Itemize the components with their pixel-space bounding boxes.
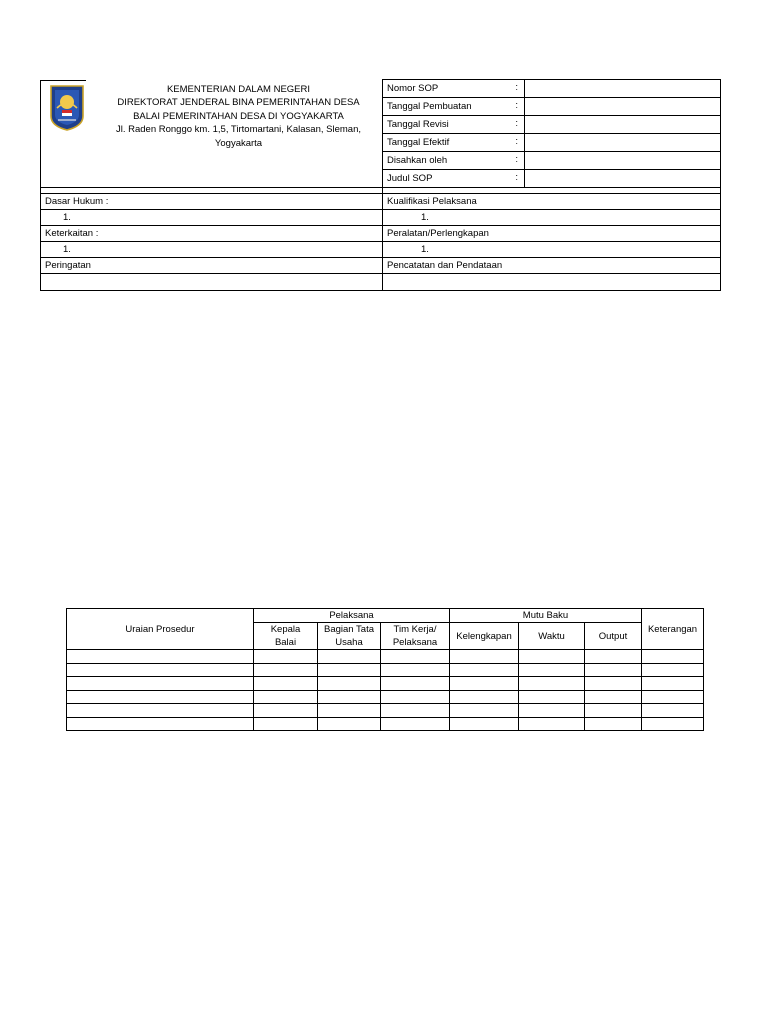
col-group-pelaksana: Pelaksana	[254, 609, 450, 623]
field-value-tanggal-efektif[interactable]	[525, 134, 721, 152]
kualifikasi-pelaksana-label: Kualifikasi Pelaksana	[383, 194, 721, 210]
table-row[interactable]	[67, 677, 704, 691]
field-value-judul-sop[interactable]	[525, 170, 721, 188]
agency-line-1: KEMENTERIAN DALAM NEGERI	[166, 83, 311, 95]
table-row[interactable]	[67, 650, 704, 664]
field-value-nomor-sop[interactable]	[525, 80, 721, 98]
table-row[interactable]	[67, 704, 704, 718]
field-value-tanggal-revisi[interactable]	[525, 116, 721, 134]
field-label-tanggal-revisi: Tanggal Revisi :	[383, 116, 525, 134]
table-row[interactable]	[67, 717, 704, 731]
sop-header-table	[40, 79, 721, 291]
procedure-table	[66, 608, 704, 731]
field-value-disahkan-oleh[interactable]	[525, 152, 721, 170]
agency-address-line-2: Yogyakarta	[214, 137, 263, 149]
dasar-hukum-item-1[interactable]: 1.	[41, 210, 383, 226]
table-row[interactable]	[67, 690, 704, 704]
pencatatan-label: Pencatatan dan Pendataan	[383, 258, 721, 274]
agency-address-line-1: Jl. Raden Ronggo km. 1,5, Tirtomartani, Kalasan, Sleman,	[115, 124, 361, 135]
keterkaitan-item-1[interactable]: 1.	[41, 242, 383, 258]
keterkaitan-label: Keterkaitan :	[41, 226, 383, 242]
kemendagri-logo-icon	[49, 84, 85, 132]
peralatan-label: Peralatan/Perlengkapan	[383, 226, 721, 242]
pencatatan-value[interactable]	[383, 274, 721, 291]
dasar-hukum-label: Dasar Hukum :	[41, 194, 383, 210]
peralatan-item-1[interactable]: 1.	[383, 242, 721, 258]
field-label-judul-sop: Judul SOP :	[383, 170, 525, 188]
col-keterangan: Keterangan	[642, 609, 704, 650]
field-label-disahkan-oleh: Disahkan oleh :	[383, 152, 525, 170]
kualifikasi-item-1[interactable]: 1.	[383, 210, 721, 226]
agency-line-2: DIREKTORAT JENDERAL BINA PEMERINTAHAN DESA	[117, 97, 360, 108]
col-tim-kerja-pelaksana: Tim Kerja/ Pelaksana	[381, 623, 450, 650]
peringatan-value[interactable]	[41, 274, 383, 291]
field-label-tanggal-pembuatan: Tanggal Pembuatan :	[383, 98, 525, 116]
col-output: Output	[585, 623, 642, 650]
col-waktu: Waktu	[519, 623, 585, 650]
col-group-mutu-baku: Mutu Baku	[450, 609, 642, 623]
agency-line-3: BALAI PEMERINTAHAN DESA DI YOGYAKARTA	[133, 110, 344, 122]
peringatan-label: Peringatan	[41, 258, 383, 274]
agency-title	[101, 83, 376, 151]
field-label-tanggal-efektif: Tanggal Efektif :	[383, 134, 525, 152]
header-corner-line	[40, 80, 86, 81]
col-bagian-tata-usaha: Bagian Tata Usaha	[318, 623, 381, 650]
col-kepala-balai: Kepala Balai	[254, 623, 318, 650]
col-uraian-prosedur: Uraian Prosedur	[67, 609, 254, 650]
field-value-tanggal-pembuatan[interactable]	[525, 98, 721, 116]
col-kelengkapan: Kelengkapan	[450, 623, 519, 650]
table-row[interactable]	[67, 663, 704, 677]
field-label-nomor-sop: Nomor SOP :	[383, 80, 525, 98]
agency-block	[41, 80, 383, 188]
